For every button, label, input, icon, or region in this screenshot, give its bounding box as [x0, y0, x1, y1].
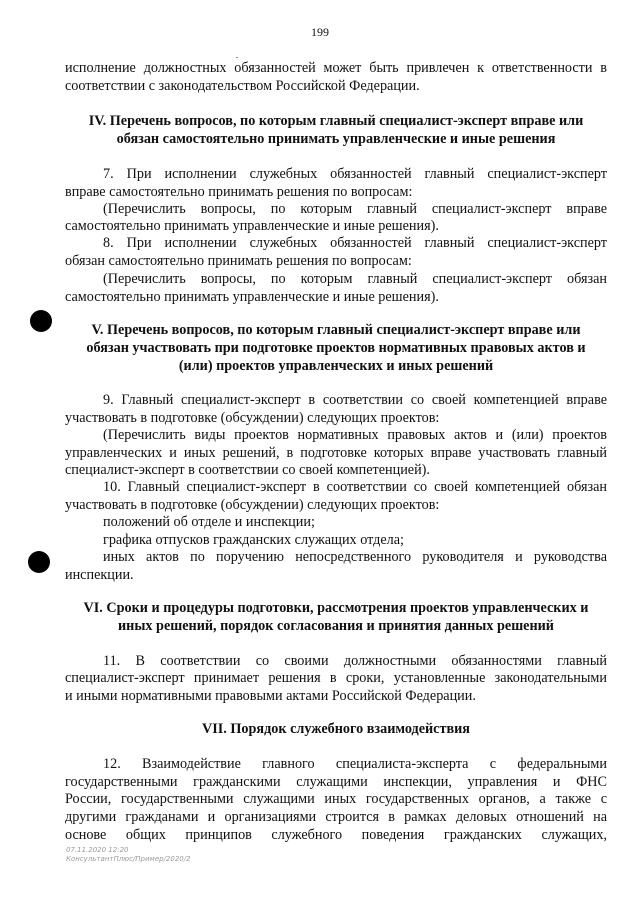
p10-item-3-cont: инспекции. [65, 567, 134, 583]
p10-line-2: участвовать в подготовке (обсуждении) следующих проектов: [65, 497, 440, 513]
p10-item-2: графика отпусков гражданских служащих отдела; [103, 532, 404, 548]
p10-item-1: положений об отделе и инспекции; [103, 514, 315, 530]
p11-line-3: и иными нормативными правовыми актами Российской Федерации. [65, 688, 476, 704]
section-5-title-line-1: V. Перечень вопросов, по которым главный специалист-эксперт вправе или [91, 322, 581, 338]
page-number: 199 [311, 25, 329, 39]
p12-line-3: России, государственными служащими иных государственных органов, а также с [65, 791, 607, 807]
p8-line-2: обязан самостоятельно принимать решения по вопросам: [65, 253, 412, 269]
p8-line-1: 8. При исполнении служебных обязанностей главный специалист-эксперт [103, 235, 607, 251]
p7-list-line-2: самостоятельно принимать управленческие и иные решения). [65, 218, 439, 234]
p7-line-2: вправе самостоятельно принимать решения по вопросам: [65, 184, 413, 200]
punch-hole-upper [30, 310, 52, 332]
section-6-title-line-1: VI. Сроки и процедуры подготовки, рассмотрения проектов управленческих и [83, 600, 589, 616]
p9-line-1: 9. Главный специалист-эксперт в соответствии со своей компетенцией вправе [103, 392, 607, 408]
p9-list-line-1: (Перечислить виды проектов нормативных правовых актов и (или) проектов [103, 427, 607, 443]
footer-stamp-line-1: 07.11.2020 12:20 [66, 846, 129, 854]
p12-line-1: 12. Взаимодействие главного специалиста-эксперта с федеральными [103, 756, 607, 772]
p9-list-line-3: специалист-эксперт в соответствии со своей компетенцией). [65, 462, 430, 478]
section-7-title: VII. Порядок служебного взаимодействия [202, 721, 470, 737]
p12-line-4: другими гражданами и организациями строится в рамках деловых отношений на [65, 809, 607, 825]
section-4-title-line-1: IV. Перечень вопросов, по которым главный специалист-эксперт вправе или [88, 113, 584, 129]
p7-line-1: 7. При исполнении служебных обязанностей главный специалист-эксперт [103, 166, 607, 182]
p7-list-line-1: (Перечислить вопросы, по которым главный специалист-эксперт вправе [103, 201, 607, 217]
section-5-title-line-2: обязан участвовать при подготовке проектов нормативных правовых актов и [86, 340, 586, 356]
section-6-title-line-2: иных решений, порядок согласования и принятия данных решений [117, 618, 554, 634]
p8-list-line-1: (Перечислить вопросы, по которым главный специалист-эксперт обязан [103, 271, 607, 287]
p11-line-2: специалист-эксперт принимает решения в сроки, установленные законодательными [65, 670, 607, 686]
section-5-title-line-3: (или) проектов управленческих и иных решений [178, 358, 494, 374]
scan-speck [236, 57, 238, 58]
punch-hole-lower [28, 551, 50, 573]
p8-list-line-2: самостоятельно принимать управленческие и иные решения). [65, 289, 439, 305]
section-4-title-line-2: обязан самостоятельно принимать управленческие и иные решения [116, 131, 556, 147]
intro-line-1: исполнение должностных обязанностей может быть привлечен к ответственности в [65, 60, 607, 76]
intro-line-2: соответствии с законодательством Российской Федерации. [65, 78, 420, 94]
p11-line-1: 11. В соответствии со своими должностными обязанностями главный [103, 653, 607, 669]
p10-line-1: 10. Главный специалист-эксперт в соответствии со своей компетенцией обязан [103, 479, 607, 495]
p9-line-2: участвовать в подготовке (обсуждении) следующих проектов: [65, 410, 440, 426]
p9-list-line-2: управленческих и иных решений, в подготовке которых вправе участвовать главный [65, 445, 607, 461]
p10-item-3: иных актов по поручению непосредственного руководителя и руководства [103, 549, 607, 565]
footer-stamp-line-2: КонсультантПлюс/Пример/2020/2 [66, 855, 191, 863]
p12-line-5: основе общих принципов служебного поведения гражданских служащих, [65, 827, 607, 843]
p12-line-2: государственными гражданскими служащими инспекции, управления и ФНС [65, 774, 607, 790]
